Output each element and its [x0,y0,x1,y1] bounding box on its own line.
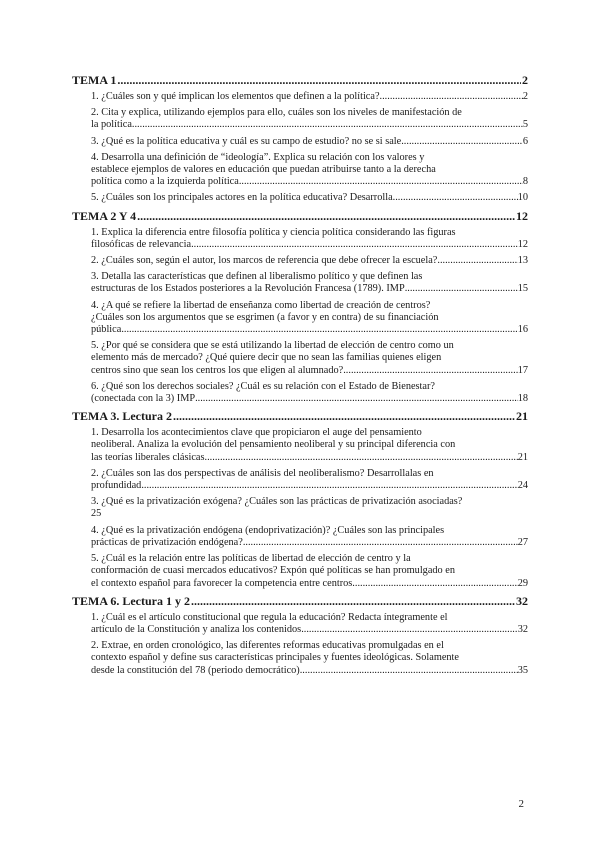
toc-entry-page: 16 [517,324,528,336]
toc-entry-text: 2. Cita y explica, utilizando ejemplos para ello, cuáles son los niveles de manifestación de [91,107,462,119]
dot-leader [300,665,518,677]
toc-entry[interactable] [91,640,528,677]
dot-leader [239,176,523,188]
toc-entry-text: pública [91,324,122,336]
toc-entry-page: 13 [517,255,528,267]
toc-entry-page: 10 [517,192,528,204]
toc-entry[interactable] [91,427,528,464]
dot-leader [191,594,515,609]
toc-entry[interactable] [91,340,528,377]
dot-leader [343,365,517,377]
toc-entry[interactable] [91,136,528,148]
dot-leader [121,324,517,336]
toc-entry-text: las teorías liberales clásicas [91,451,205,463]
toc-entry-page: 18 [517,393,528,405]
dot-leader [137,209,515,224]
toc-section-title: TEMA 6. Lectura 1 y 2 [72,593,190,608]
toc-entry-page: 25 [91,508,102,520]
toc-entry-text: desde la constitución del 78 (periodo democrático) [91,664,300,676]
dot-leader [132,119,523,131]
toc-entry[interactable] [91,91,528,103]
toc-entry-text: 1. Explica la diferencia entre filosofía política y ciencia política considerando las figuras [91,226,456,238]
dot-leader [393,192,518,204]
toc-entry-page: 2 [522,91,528,102]
toc-section-title: TEMA 2 Y 4 [72,208,137,223]
toc-entry[interactable] [91,255,528,267]
toc-section-heading[interactable] [72,209,528,224]
dot-leader [205,452,518,464]
toc-entry-text: política como a la izquierda política [91,176,239,188]
toc-entry-page: 8 [522,176,528,188]
toc-section-page: 2 [522,73,528,87]
toc-section-heading[interactable] [72,409,528,424]
toc-section-page: 12 [516,208,528,223]
dot-leader [117,73,521,88]
dot-leader [301,624,518,636]
toc-entry-text: 5. ¿Por qué se considera que se está utilizando la libertad de elección de centro como un [91,340,454,352]
toc-entry-text: filosóficas de relevancia [91,238,192,250]
toc-entry-text: 4. ¿Qué es la privatización endógena (endoprivatización)? ¿Cuáles son las principales [91,524,445,536]
dot-leader [380,91,523,103]
toc-section-title: TEMA 1 [72,73,117,87]
toc-entry-text: ¿Cuáles son los argumentos que se esgrimen (a favor y en contra) de su financiación [91,311,439,323]
toc-section-title: TEMA 3. Lectura 2 [72,409,172,424]
toc-entry[interactable] [91,152,528,189]
toc-entry-page: 17 [517,364,528,376]
toc-entry-text: conformación de cuasi mercados educativos? Expón qué políticas se han promulgado en [91,565,455,577]
toc-section-page: 21 [516,409,528,424]
toc-entry-text: contexto español y define sus características principales y fuentes ideológicas. Solamente [91,652,459,664]
toc-entry-text: establece ejemplos de valores en educación que puedan atribuirse tanto a la derecha [91,164,436,176]
toc-entry-page: 29 [517,577,528,589]
toc-entry[interactable] [91,271,528,295]
toc-entry-page: 27 [517,536,528,548]
toc-entry-page: 5 [522,119,528,131]
toc-entry[interactable] [91,468,528,492]
toc-entry-text: 3. ¿Qué es la privatización exógena? ¿Cuáles son las prácticas de privatización asociadas? [91,496,463,508]
toc-entry-text: 1. ¿Cuáles son y qué implican los elementos que definen a la política? [91,91,380,102]
dot-leader [401,136,523,148]
dot-leader [405,283,518,295]
toc-entry[interactable] [91,553,528,590]
dot-leader [243,537,518,549]
toc-entry-text: 4. ¿A qué se refiere la libertad de enseñanza como libertad de creación de centros? [91,299,431,311]
toc-entry-text: profundidad [91,480,142,492]
toc-entry-text: 5. ¿Cuáles son los principales actores en la política educativa? Desarrolla [91,192,393,204]
toc-entry-text: 4. Desarrolla una definición de “ideología”. Explica su relación con los valores y [91,151,425,163]
toc-entry-text: 2. ¿Cuáles son las dos perspectivas de análisis del neoliberalismo? Desarrollalas en [91,467,434,479]
toc-entry-text: el contexto español para favorecer la competencia entre centros [91,577,353,589]
toc-entry[interactable] [91,496,528,520]
toc-entry-text: elemento más de mercado? ¿Qué quiere decir que no sean las familias quienes eligen [91,352,442,364]
toc-entry[interactable] [91,525,528,549]
toc-entry[interactable] [91,381,528,405]
table-of-contents [72,73,528,681]
dot-leader [141,480,517,492]
dot-leader [352,578,517,590]
dot-leader [195,393,518,405]
toc-entry-text: 3. Detalla las características que definen al liberalismo político y que definen las [91,271,423,283]
toc-entry-text: la política [91,119,132,131]
toc-entry[interactable] [91,192,528,204]
dot-leader [173,409,515,424]
toc-entry-page: 32 [517,623,528,635]
toc-entry-text: artículo de la Constitución y analiza los contenidos [91,623,302,635]
toc-entry-text: estructuras de los Estados posteriores a la Revolución Francesa (1789). IMP [91,283,405,295]
toc-entry-text: (conectada con la 3) IMP [91,393,196,405]
toc-entry-page: 6 [522,135,528,147]
toc-entry-text: centros sino que sean los centros los que eligen al alumnado? [91,364,344,376]
toc-entry-text: 2. ¿Cuáles son, según el autor, los marcos de referencia que debe ofrecer la escuela? [91,255,438,267]
toc-entry-page: 24 [517,480,528,492]
toc-entry-text: 2. Extrae, en orden cronológico, las diferentes reformas educativas promulgadas en el [91,640,444,652]
toc-entry-page: 15 [517,283,528,295]
toc-entry[interactable] [91,107,528,131]
dot-leader [191,239,518,251]
toc-entry[interactable] [91,612,528,636]
toc-entry-text: 1. Desarrolla los acontecimientos clave que propiciaron el auge del pensamiento [91,427,422,439]
toc-entry-text: 3. ¿Qué es la política educativa y cuál es su campo de estudio? no se si sale [91,135,402,147]
toc-entry[interactable] [91,227,528,251]
toc-section-page: 32 [516,593,528,608]
toc-section-heading[interactable] [72,73,528,88]
page-number: 2 [518,798,524,810]
toc-entry[interactable] [91,300,528,337]
toc-entry-text: prácticas de privatización endógena? [91,536,243,548]
toc-section-heading[interactable] [72,594,528,609]
toc-entry-page: 21 [517,451,528,463]
toc-entry-text: 5. ¿Cuál es la relación entre las políticas de libertad de elección de centro y la [91,553,411,565]
toc-entry-page: 35 [517,664,528,676]
dot-leader [437,255,517,267]
toc-entry-page: 12 [517,238,528,250]
toc-entry-text: 1. ¿Cuál es el artículo constitucional que regula la educación? Redacta íntegramente el [91,611,448,623]
toc-entry-text: 6. ¿Qué son los derechos sociales? ¿Cuál es su relación con el Estado de Bienestar? [91,380,435,392]
toc-entry-text: neoliberal. Analiza la evolución del pensamiento neoliberal y su principal diferencia con [91,439,456,451]
